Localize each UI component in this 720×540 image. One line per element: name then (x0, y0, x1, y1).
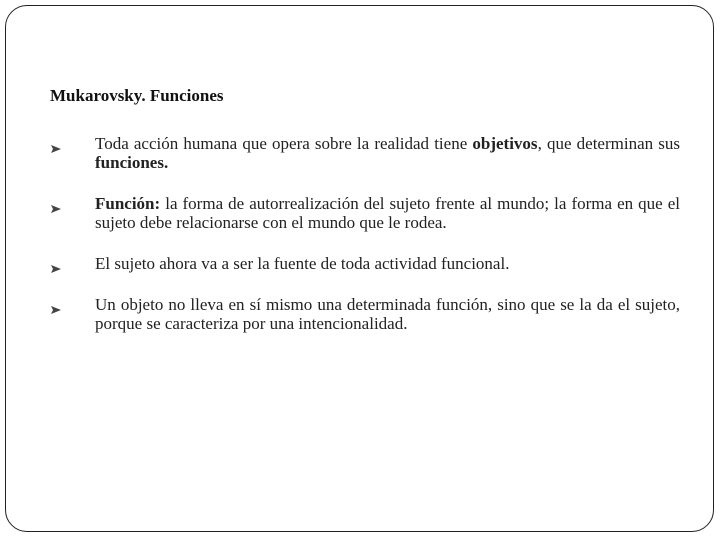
slide-title: Mukarovsky. Funciones (50, 86, 224, 105)
bullet-text-bold: Función: (95, 194, 161, 213)
bullet-text-bold: funciones. (95, 153, 169, 172)
bullet-marker-icon (50, 139, 62, 149)
bullet-text-part: Un objeto no lleva en sí mismo una determinada función, sino que se la da el sujeto, porque se caracteriza por una intencionalidad. (95, 295, 680, 333)
bullet-marker-icon (50, 199, 62, 209)
bullet-text-part: la forma de autorrealización del sujeto frente al mundo; la forma en que el sujeto debe relacionarse con el mundo que le rodea. (95, 194, 680, 232)
bullet-item (50, 254, 680, 273)
bullet-text-bold: objetivos (472, 134, 538, 153)
slide-frame (5, 5, 714, 532)
bullet-item (50, 134, 680, 172)
bullet-marker-icon (50, 300, 62, 310)
bullet-list (50, 134, 680, 355)
bullet-text-part: El sujeto ahora va a ser la fuente de toda actividad funcional. (95, 254, 510, 273)
bullet-text-part: , que determinan sus (537, 134, 680, 153)
bullet-item (50, 295, 680, 333)
bullet-item (50, 194, 680, 232)
bullet-marker-icon (50, 259, 62, 269)
bullet-text-part: Toda acción humana que opera sobre la realidad tiene (95, 134, 473, 153)
